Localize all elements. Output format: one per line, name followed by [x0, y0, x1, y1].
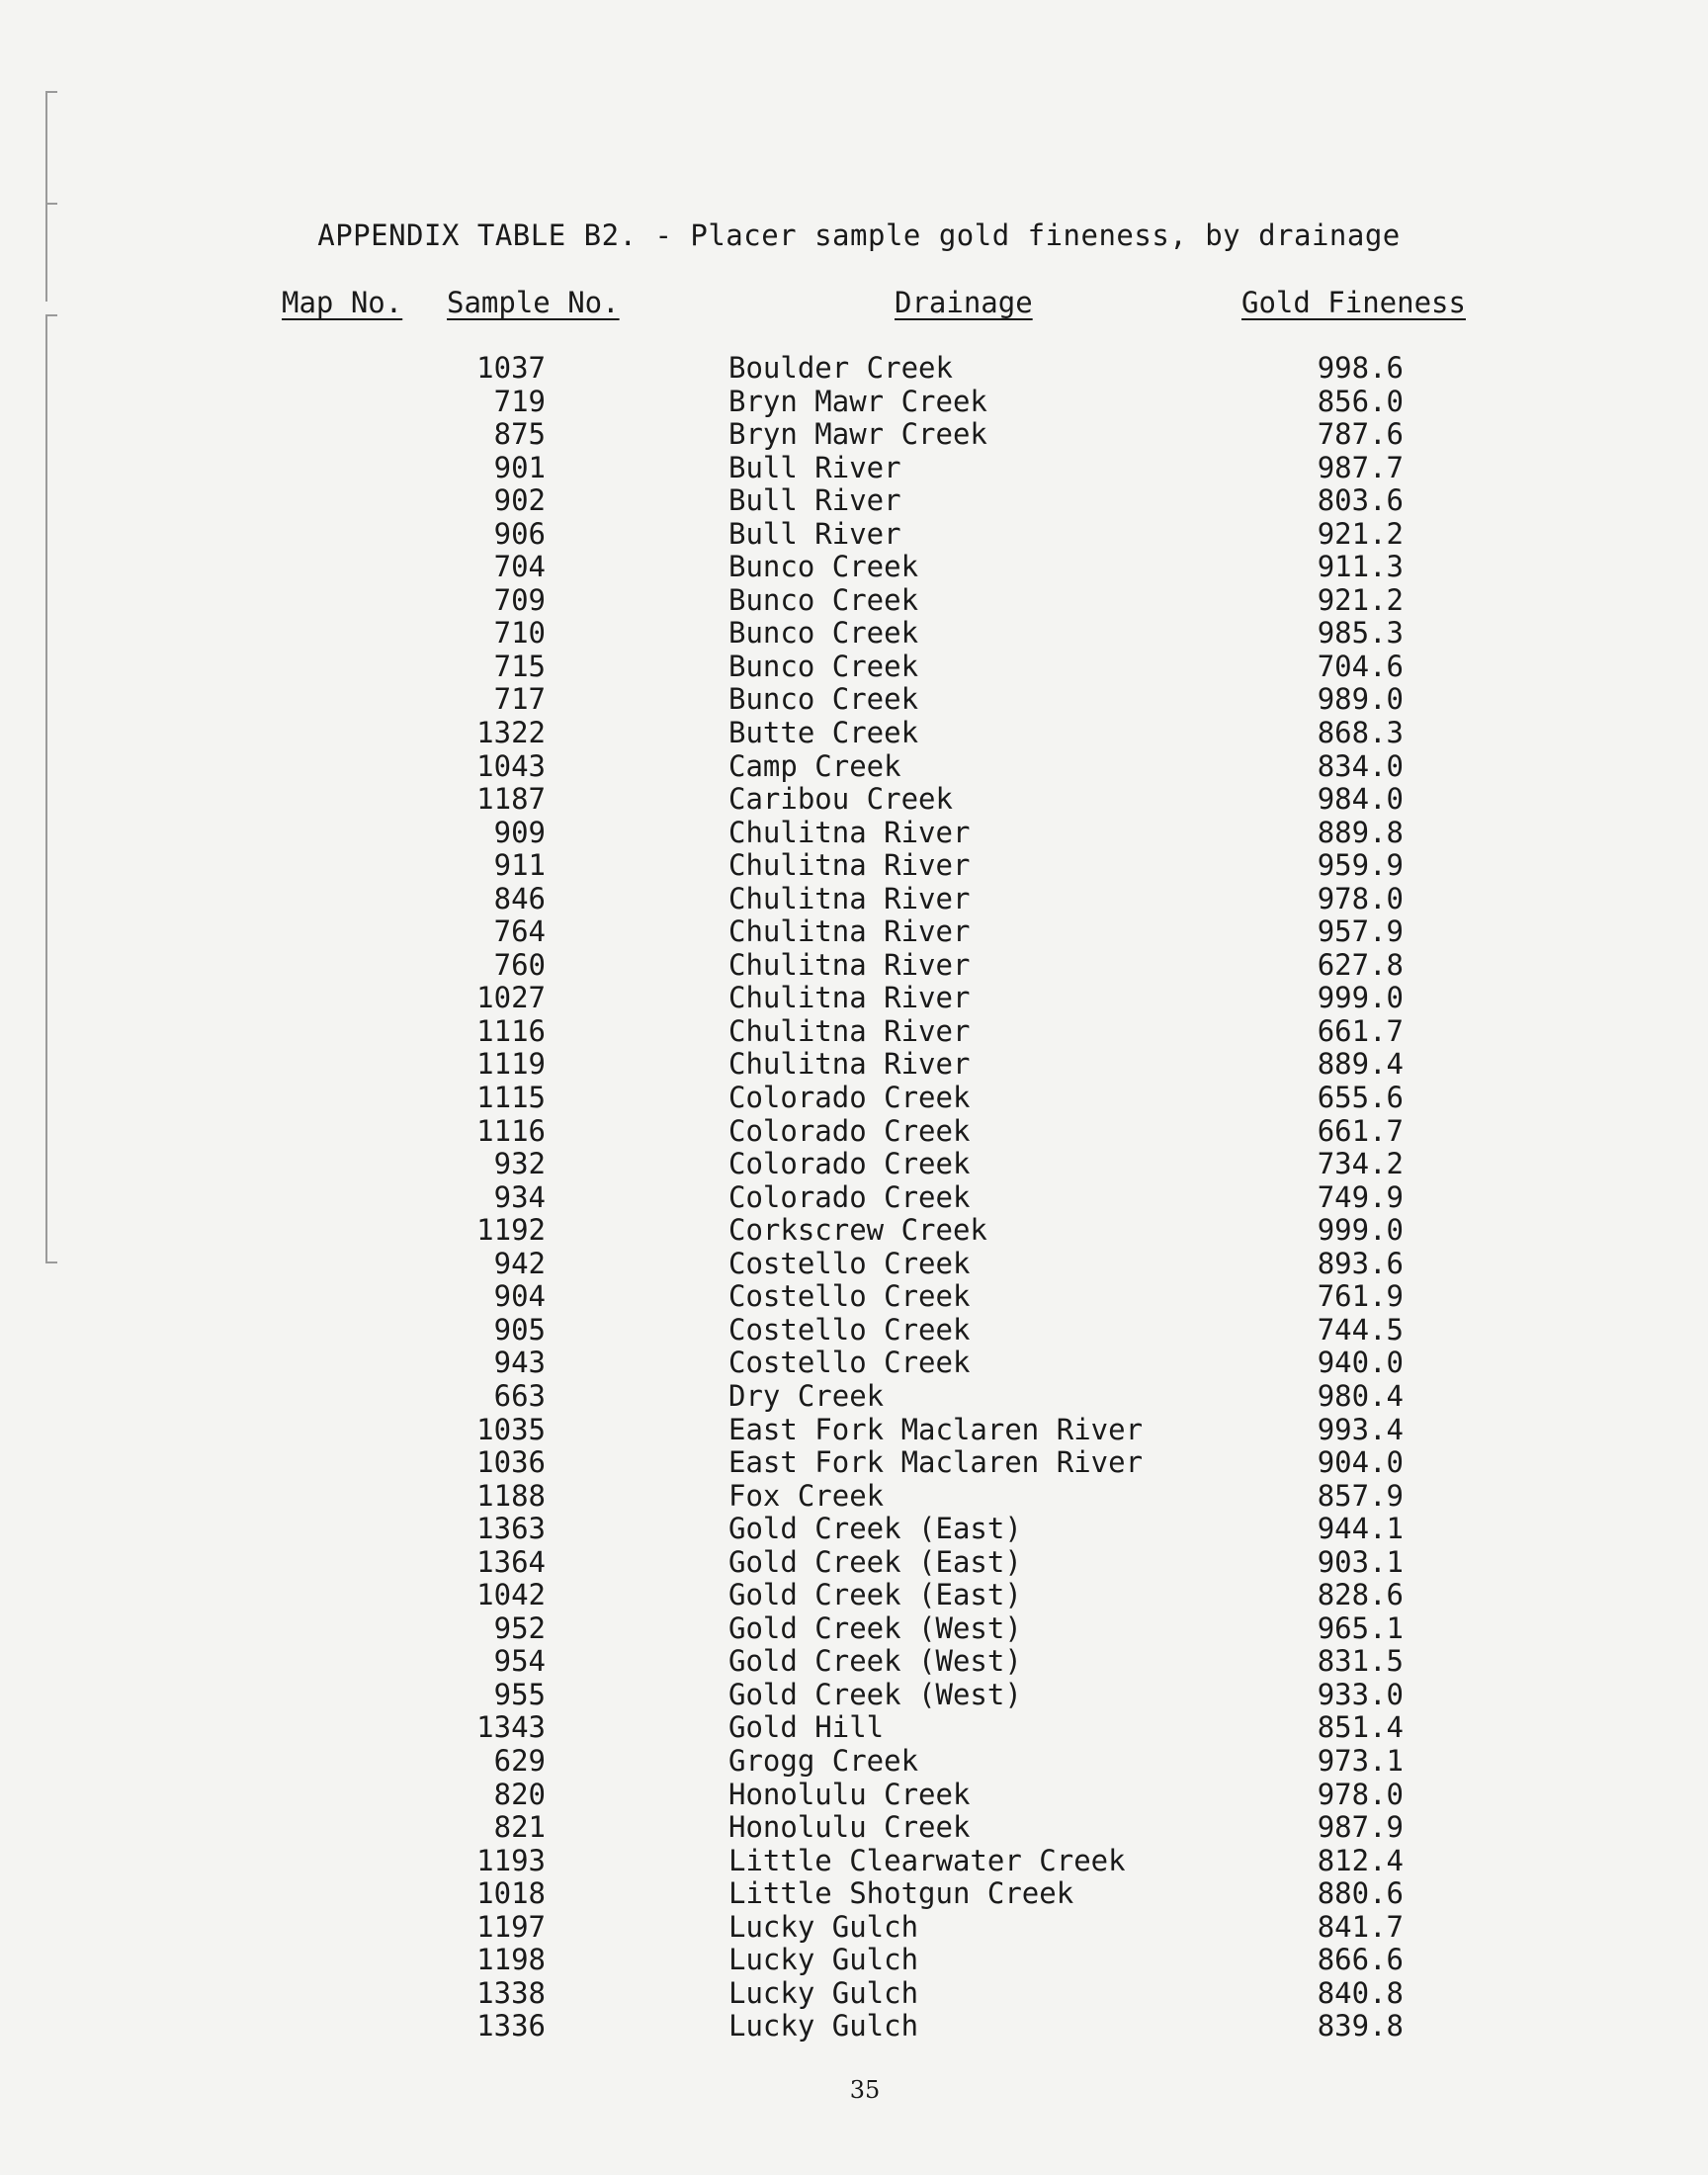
sample-number-cell: 1322 [476, 716, 546, 750]
drainage-cell: Honolulu Creek [728, 1777, 971, 1811]
sample-number-cell: 942 [493, 1246, 546, 1280]
table-row [0, 1480, 1708, 1514]
table-row [0, 1679, 1708, 1712]
sample-number-cell: 821 [493, 1810, 546, 1845]
sample-number-cell: 1042 [476, 1578, 546, 1612]
gold-fineness-cell: 978.0 [1317, 1777, 1404, 1811]
drainage-cell: Gold Creek (East) [728, 1512, 1022, 1546]
gold-fineness-cell: 761.9 [1317, 1279, 1404, 1314]
drainage-cell: Chulitna River [728, 815, 971, 849]
gold-fineness-cell: 828.6 [1317, 1578, 1404, 1612]
drainage-cell: Chulitna River [728, 1047, 971, 1082]
table-row [0, 617, 1708, 651]
table-row [0, 1944, 1708, 1977]
drainage-cell: Lucky Gulch [728, 2009, 919, 2044]
drainage-cell: Chulitna River [728, 848, 971, 883]
table-row [0, 1779, 1708, 1812]
drainage-cell: Bunco Creek [728, 616, 919, 651]
drainage-cell: Gold Creek (East) [728, 1578, 1022, 1612]
gold-fineness-cell: 857.9 [1317, 1478, 1404, 1513]
drainage-cell: Lucky Gulch [728, 1909, 919, 1944]
drainage-cell: Chulitna River [728, 914, 971, 949]
sample-number-cell: 943 [493, 1346, 546, 1380]
sample-number-cell: 1193 [476, 1843, 546, 1877]
table-row [0, 1115, 1708, 1149]
gold-fineness-cell: 985.3 [1317, 616, 1404, 651]
sample-number-cell: 1018 [476, 1876, 546, 1911]
gold-fineness-cell: 903.1 [1317, 1544, 1404, 1579]
sample-number-cell: 820 [493, 1777, 546, 1811]
table-title: APPENDIX TABLE B2. - Placer sample gold fineness, by drainage [317, 218, 1401, 252]
table-row [0, 352, 1708, 386]
drainage-cell: Butte Creek [728, 716, 919, 750]
sample-number-cell: 715 [493, 649, 546, 683]
gold-fineness-cell: 851.4 [1317, 1710, 1404, 1745]
gold-fineness-cell: 944.1 [1317, 1512, 1404, 1546]
drainage-cell: Bull River [728, 516, 901, 551]
gold-fineness-cell: 866.6 [1317, 1943, 1404, 1977]
gold-fineness-cell: 627.8 [1317, 947, 1404, 982]
header-gold-fineness: Gold Fineness [1241, 286, 1466, 319]
sample-number-cell: 1198 [476, 1943, 546, 1977]
drainage-cell: Dry Creek [728, 1378, 885, 1413]
gold-fineness-cell: 831.5 [1317, 1644, 1404, 1679]
table-row [0, 1314, 1708, 1348]
gold-fineness-cell: 921.2 [1317, 582, 1404, 617]
table-row [0, 651, 1708, 684]
gold-fineness-cell: 787.6 [1317, 417, 1404, 452]
drainage-cell: Little Shotgun Creek [728, 1876, 1074, 1911]
sample-number-cell: 955 [493, 1677, 546, 1711]
sample-number-cell: 952 [493, 1610, 546, 1645]
table-row [0, 783, 1708, 817]
sample-number-cell: 906 [493, 516, 546, 551]
scan-edge-mark [45, 203, 47, 302]
sample-number-cell: 904 [493, 1279, 546, 1314]
table-row [0, 551, 1708, 584]
table-row [0, 386, 1708, 419]
table-row [0, 1347, 1708, 1380]
table-row [0, 1612, 1708, 1646]
gold-fineness-cell: 661.7 [1317, 1113, 1404, 1148]
drainage-cell: Costello Creek [728, 1312, 971, 1347]
sample-number-cell: 1119 [476, 1047, 546, 1082]
sample-number-cell: 1115 [476, 1081, 546, 1115]
gold-fineness-cell: 856.0 [1317, 384, 1404, 418]
sample-number-cell: 1364 [476, 1544, 546, 1579]
drainage-cell: Bunco Creek [728, 550, 919, 584]
gold-fineness-cell: 839.8 [1317, 2009, 1404, 2044]
sample-number-cell: 1043 [476, 748, 546, 783]
sample-number-cell: 932 [493, 1147, 546, 1181]
drainage-cell: Honolulu Creek [728, 1810, 971, 1845]
gold-fineness-cell: 980.4 [1317, 1378, 1404, 1413]
table-row [0, 1414, 1708, 1447]
drainage-cell: Colorado Creek [728, 1081, 971, 1115]
table-row [0, 949, 1708, 983]
table-row [0, 1214, 1708, 1248]
sample-number-cell: 629 [493, 1743, 546, 1778]
gold-fineness-cell: 744.5 [1317, 1312, 1404, 1347]
gold-fineness-cell: 661.7 [1317, 1013, 1404, 1048]
drainage-cell: Gold Creek (East) [728, 1544, 1022, 1579]
gold-fineness-cell: 959.9 [1317, 848, 1404, 883]
sample-number-cell: 719 [493, 384, 546, 418]
gold-fineness-cell: 655.6 [1317, 1081, 1404, 1115]
table-row [0, 982, 1708, 1015]
drainage-cell: Colorado Creek [728, 1147, 971, 1181]
gold-fineness-cell: 904.0 [1317, 1445, 1404, 1480]
drainage-cell: Gold Creek (West) [728, 1610, 1022, 1645]
table-row [0, 1380, 1708, 1414]
table-row [0, 1181, 1708, 1215]
table-row [0, 1015, 1708, 1049]
table-row [0, 717, 1708, 750]
drainage-cell: Little Clearwater Creek [728, 1843, 1126, 1877]
gold-fineness-cell: 889.8 [1317, 815, 1404, 849]
sample-number-cell: 663 [493, 1378, 546, 1413]
gold-fineness-cell: 989.0 [1317, 682, 1404, 717]
table-row [0, 1645, 1708, 1679]
table-row [0, 883, 1708, 916]
sample-number-cell: 1338 [476, 1975, 546, 2010]
table-row [0, 1513, 1708, 1546]
drainage-cell: Bunco Creek [728, 649, 919, 683]
table-row [0, 1546, 1708, 1580]
gold-fineness-cell: 749.9 [1317, 1179, 1404, 1214]
table-row [0, 750, 1708, 784]
sample-number-cell: 709 [493, 582, 546, 617]
table-row [0, 849, 1708, 883]
drainage-cell: Boulder Creek [728, 351, 953, 385]
table-body [0, 352, 1708, 2044]
scan-edge-mark [45, 91, 47, 210]
drainage-cell: Gold Creek (West) [728, 1677, 1022, 1711]
sample-number-cell: 846 [493, 881, 546, 915]
table-row [0, 1082, 1708, 1115]
sample-number-cell: 875 [493, 417, 546, 452]
sample-number-cell: 1036 [476, 1445, 546, 1480]
gold-fineness-cell: 978.0 [1317, 881, 1404, 915]
table-row [0, 1745, 1708, 1779]
gold-fineness-cell: 984.0 [1317, 782, 1404, 817]
gold-fineness-cell: 834.0 [1317, 748, 1404, 783]
drainage-cell: Costello Creek [728, 1279, 971, 1314]
drainage-cell: Chulitna River [728, 881, 971, 915]
drainage-cell: Bryn Mawr Creek [728, 384, 987, 418]
table-row [0, 1048, 1708, 1082]
sample-number-cell: 1035 [476, 1412, 546, 1446]
sample-number-cell: 1336 [476, 2009, 546, 2044]
gold-fineness-cell: 812.4 [1317, 1843, 1404, 1877]
gold-fineness-cell: 893.6 [1317, 1246, 1404, 1280]
sample-number-cell: 1192 [476, 1213, 546, 1248]
scan-edge-tick [45, 314, 57, 316]
sample-number-cell: 954 [493, 1644, 546, 1679]
gold-fineness-cell: 840.8 [1317, 1975, 1404, 2010]
gold-fineness-cell: 999.0 [1317, 1213, 1404, 1248]
sample-number-cell: 934 [493, 1179, 546, 1214]
gold-fineness-cell: 973.1 [1317, 1743, 1404, 1778]
drainage-cell: Lucky Gulch [728, 1943, 919, 1977]
gold-fineness-cell: 998.6 [1317, 351, 1404, 385]
table-row [0, 1911, 1708, 1945]
sample-number-cell: 905 [493, 1312, 546, 1347]
sample-number-cell: 1363 [476, 1512, 546, 1546]
drainage-cell: Bunco Creek [728, 582, 919, 617]
table-row [0, 1845, 1708, 1878]
sample-number-cell: 760 [493, 947, 546, 982]
drainage-cell: Bull River [728, 483, 901, 518]
gold-fineness-cell: 933.0 [1317, 1677, 1404, 1711]
table-row [0, 1977, 1708, 2011]
table-row [0, 584, 1708, 618]
drainage-cell: Colorado Creek [728, 1113, 971, 1148]
sample-number-cell: 1187 [476, 782, 546, 817]
drainage-cell: Grogg Creek [728, 1743, 919, 1778]
table-row [0, 1280, 1708, 1314]
table-row [0, 484, 1708, 518]
header-map-no: Map No. [282, 286, 403, 319]
gold-fineness-cell: 999.0 [1317, 981, 1404, 1015]
drainage-cell: Bunco Creek [728, 682, 919, 717]
drainage-cell: East Fork Maclaren River [728, 1412, 1144, 1446]
gold-fineness-cell: 734.2 [1317, 1147, 1404, 1181]
gold-fineness-cell: 957.9 [1317, 914, 1404, 949]
drainage-cell: East Fork Maclaren River [728, 1445, 1144, 1480]
table-row [0, 1877, 1708, 1911]
drainage-cell: Lucky Gulch [728, 1975, 919, 2010]
sample-number-cell: 1343 [476, 1710, 546, 1745]
table-row [0, 2010, 1708, 2044]
drainage-cell: Corkscrew Creek [728, 1213, 987, 1248]
drainage-cell: Chulitna River [728, 981, 971, 1015]
table-row [0, 915, 1708, 949]
sample-number-cell: 911 [493, 848, 546, 883]
sample-number-cell: 1197 [476, 1909, 546, 1944]
gold-fineness-cell: 889.4 [1317, 1047, 1404, 1082]
table-row [0, 1579, 1708, 1612]
drainage-cell: Colorado Creek [728, 1179, 971, 1214]
table-row [0, 518, 1708, 552]
drainage-cell: Bryn Mawr Creek [728, 417, 987, 452]
sample-number-cell: 704 [493, 550, 546, 584]
table-row [0, 452, 1708, 485]
sample-number-cell: 909 [493, 815, 546, 849]
scan-edge-tick [45, 203, 57, 205]
header-drainage: Drainage [895, 286, 1033, 319]
table-row [0, 418, 1708, 452]
sample-number-cell: 764 [493, 914, 546, 949]
sample-number-cell: 710 [493, 616, 546, 651]
drainage-cell: Costello Creek [728, 1246, 971, 1280]
drainage-cell: Gold Hill [728, 1710, 885, 1745]
drainage-cell: Bull River [728, 450, 901, 484]
sample-number-cell: 1116 [476, 1113, 546, 1148]
sample-number-cell: 717 [493, 682, 546, 717]
gold-fineness-cell: 993.4 [1317, 1412, 1404, 1446]
drainage-cell: Chulitna River [728, 1013, 971, 1048]
gold-fineness-cell: 803.6 [1317, 483, 1404, 518]
drainage-cell: Costello Creek [728, 1346, 971, 1380]
sample-number-cell: 1037 [476, 351, 546, 385]
gold-fineness-cell: 868.3 [1317, 716, 1404, 750]
sample-number-cell: 901 [493, 450, 546, 484]
page-number: 35 [849, 2076, 881, 2104]
gold-fineness-cell: 911.3 [1317, 550, 1404, 584]
drainage-cell: Gold Creek (West) [728, 1644, 1022, 1679]
drainage-cell: Caribou Creek [728, 782, 953, 817]
table-row [0, 1446, 1708, 1480]
table-row [0, 683, 1708, 717]
gold-fineness-cell: 841.7 [1317, 1909, 1404, 1944]
table-row [0, 1811, 1708, 1845]
sample-number-cell: 1188 [476, 1478, 546, 1513]
drainage-cell: Chulitna River [728, 947, 971, 982]
gold-fineness-cell: 987.9 [1317, 1810, 1404, 1845]
sample-number-cell: 902 [493, 483, 546, 518]
gold-fineness-cell: 940.0 [1317, 1346, 1404, 1380]
drainage-cell: Camp Creek [728, 748, 901, 783]
gold-fineness-cell: 704.6 [1317, 649, 1404, 683]
sample-number-cell: 1027 [476, 981, 546, 1015]
gold-fineness-cell: 921.2 [1317, 516, 1404, 551]
gold-fineness-cell: 965.1 [1317, 1610, 1404, 1645]
table-row [0, 1711, 1708, 1745]
drainage-cell: Fox Creek [728, 1478, 885, 1513]
sample-number-cell: 1116 [476, 1013, 546, 1048]
scan-edge-tick [45, 91, 57, 93]
header-sample-no: Sample No. [447, 286, 620, 319]
gold-fineness-cell: 880.6 [1317, 1876, 1404, 1911]
gold-fineness-cell: 987.7 [1317, 450, 1404, 484]
table-row [0, 817, 1708, 850]
table-row [0, 1148, 1708, 1181]
table-row [0, 1248, 1708, 1281]
